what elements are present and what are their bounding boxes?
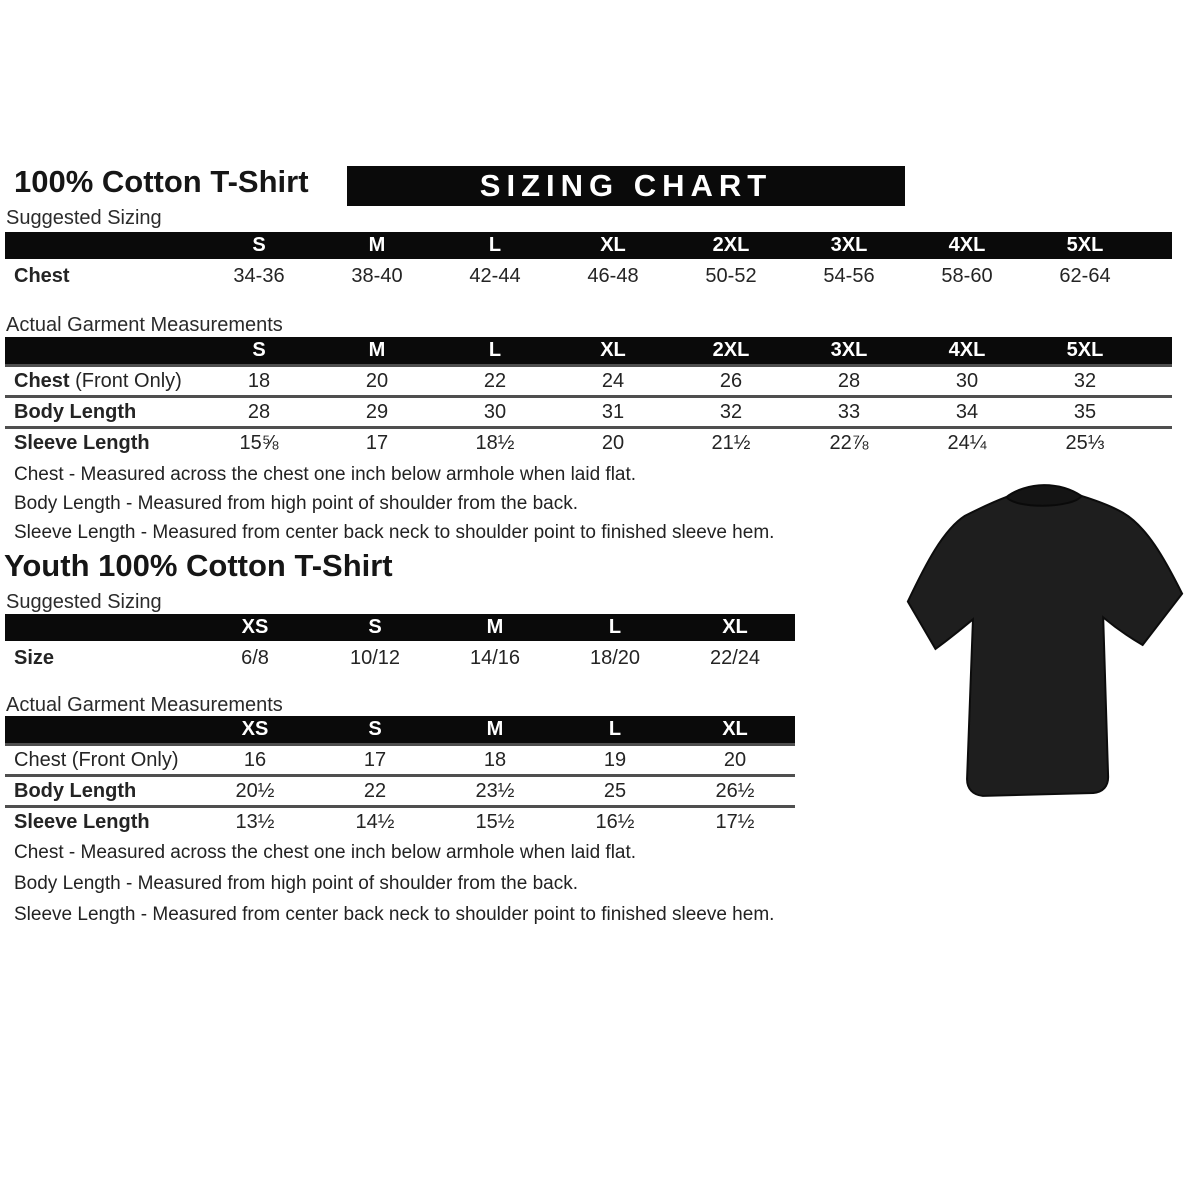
value-cell: 35 [1073, 400, 1097, 423]
value-cell: 34-36 [233, 264, 285, 287]
table-row-body-length [5, 395, 1172, 426]
header-cell: XL [600, 339, 626, 361]
value-cell: 26½ [715, 779, 755, 802]
row-label-main: Chest [14, 369, 70, 392]
value-cell: 18 [483, 748, 507, 771]
header-cell: S [368, 616, 382, 638]
header-cell: M [368, 234, 386, 256]
value-cell: 16 [243, 748, 267, 771]
black-tshirt-image [896, 474, 1192, 812]
youth-suggested-sizing-label: Suggested Sizing [6, 591, 162, 613]
table-row-sleeve-length [5, 426, 1172, 457]
row-label: Chest (Front Only) [14, 748, 179, 771]
value-cell: 24¼ [947, 431, 987, 454]
value-cell: 22 [483, 369, 507, 392]
youth-suggested-table [5, 614, 795, 675]
value-cell: 62-64 [1059, 264, 1111, 287]
page-title: 100% Cotton T-Shirt [14, 164, 309, 199]
value-cell: 14½ [355, 810, 395, 833]
youth-suggested-header-row [5, 614, 795, 641]
row-label-suffix: (Front Only) [69, 369, 182, 392]
note-body-length: Body Length - Measured from high point of shoulder from the back. [14, 493, 578, 514]
header-cell: 3XL [830, 234, 868, 256]
note-chest: Chest - Measured across the chest one inch below armhole when laid flat. [14, 842, 637, 863]
value-cell: 50-52 [705, 264, 757, 287]
value-cell: 24 [601, 369, 625, 392]
header-cell: 4XL [948, 339, 986, 361]
value-cell: 30 [483, 400, 507, 423]
value-cell: 20½ [235, 779, 275, 802]
value-cell: 18½ [475, 431, 515, 454]
value-cell: 17 [363, 748, 387, 771]
value-cell: 15½ [475, 810, 515, 833]
value-cell: 29 [365, 400, 389, 423]
value-cell: 58-60 [941, 264, 993, 287]
header-cell: 5XL [1066, 234, 1104, 256]
value-cell: 23½ [475, 779, 515, 802]
value-cell: 28 [247, 400, 271, 423]
value-cell: 19 [603, 748, 627, 771]
value-cell: 13½ [235, 810, 275, 833]
value-cell: 14/16 [469, 646, 521, 669]
tshirt-graphic [896, 474, 1192, 812]
value-cell: 25 [603, 779, 627, 802]
value-cell: 33 [837, 400, 861, 423]
value-cell: 6/8 [241, 646, 269, 669]
value-cell: 20 [365, 369, 389, 392]
value-cell: 22/24 [709, 646, 761, 669]
sizing-chart-banner: SIZING CHART [347, 166, 905, 206]
row-label: Sleeve Length [14, 431, 150, 454]
value-cell: 17½ [715, 810, 755, 833]
table-row-chest-front-only [5, 364, 1172, 395]
row-label: Body Length [14, 779, 137, 802]
value-cell: 22 [363, 779, 387, 802]
adult-actual-header-row [5, 337, 1172, 364]
adult-suggested-header-row [5, 232, 1172, 259]
table-row-sleeve-length [5, 805, 795, 836]
header-cell: XL [600, 234, 626, 256]
header-cell: L [488, 339, 502, 361]
value-cell: 10/12 [349, 646, 401, 669]
adult-suggested-sizing-label: Suggested Sizing [6, 207, 162, 229]
row-label: Size [14, 646, 55, 669]
header-cell: S [368, 718, 382, 740]
header-cell: M [368, 339, 386, 361]
youth-measurement-notes [14, 842, 774, 933]
header-cell: 5XL [1066, 339, 1104, 361]
adult-actual-measurements-label: Actual Garment Measurements [6, 314, 283, 336]
youth-actual-table [5, 716, 795, 836]
value-cell: 20 [601, 431, 625, 454]
note-chest: Chest - Measured across the chest one inch below armhole when laid flat. [14, 464, 637, 485]
value-cell: 15⅝ [239, 431, 279, 454]
header-cell: L [608, 616, 622, 638]
youth-actual-header-row [5, 716, 795, 743]
value-cell: 46-48 [587, 264, 639, 287]
header-cell: L [608, 718, 622, 740]
table-row-body-length [5, 774, 795, 805]
header-cell: 2XL [712, 234, 750, 256]
header-cell: S [252, 234, 266, 256]
youth-actual-measurements-label: Actual Garment Measurements [6, 694, 283, 716]
value-cell: 34 [955, 400, 979, 423]
note-sleeve-length: Sleeve Length - Measured from center back neck to shoulder point to finished sleeve hem. [14, 904, 775, 925]
table-row-chest-front-only [5, 743, 795, 774]
header-cell: M [486, 718, 504, 740]
header-cell: 4XL [948, 234, 986, 256]
row-label: Chest [14, 264, 70, 287]
value-cell: 18 [247, 369, 271, 392]
value-cell: 32 [1073, 369, 1097, 392]
value-cell: 54-56 [823, 264, 875, 287]
youth-section-title: Youth 100% Cotton T-Shirt [4, 548, 393, 583]
value-cell: 42-44 [469, 264, 521, 287]
table-row-chest [5, 259, 1172, 293]
header-cell: XS [241, 616, 269, 638]
adult-suggested-table [5, 232, 1172, 293]
value-cell: 30 [955, 369, 979, 392]
row-label: Body Length [14, 400, 137, 423]
header-cell: XL [722, 616, 748, 638]
table-row-size [5, 641, 795, 675]
value-cell: 31 [601, 400, 625, 423]
row-label [5, 370, 200, 393]
header-cell: 2XL [712, 339, 750, 361]
header-cell: M [486, 616, 504, 638]
value-cell: 22⅞ [829, 431, 869, 454]
header-cell: XL [722, 718, 748, 740]
value-cell: 38-40 [351, 264, 403, 287]
value-cell: 18/20 [589, 646, 641, 669]
header-cell: L [488, 234, 502, 256]
note-body-length: Body Length - Measured from high point of shoulder from the back. [14, 873, 578, 894]
value-cell: 28 [837, 369, 861, 392]
value-cell: 20 [723, 748, 747, 771]
header-cell: XS [241, 718, 269, 740]
note-sleeve-length: Sleeve Length - Measured from center back neck to shoulder point to finished sleeve hem. [14, 522, 775, 543]
header-cell: 3XL [830, 339, 868, 361]
row-label: Sleeve Length [14, 810, 150, 833]
value-cell: 25⅓ [1065, 431, 1105, 454]
value-cell: 26 [719, 369, 743, 392]
adult-actual-table [5, 337, 1172, 457]
header-cell: S [252, 339, 266, 361]
value-cell: 21½ [711, 431, 751, 454]
value-cell: 32 [719, 400, 743, 423]
value-cell: 16½ [595, 810, 635, 833]
adult-measurement-notes [14, 464, 774, 551]
value-cell: 17 [365, 431, 389, 454]
